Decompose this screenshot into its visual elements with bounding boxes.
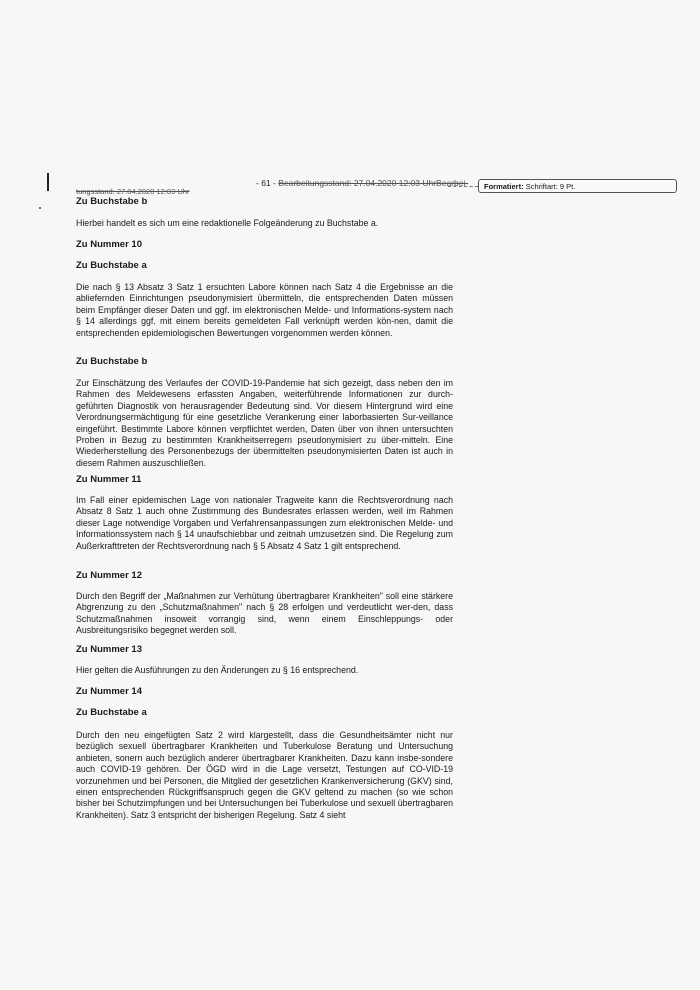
paragraph-gesundheitsaemter: Durch den neu eingefügten Satz 2 wird klargestellt, dass die Gesundheitsämter nicht nur bezüglich sexuell übertragbarer Krankheiten und Tuberkulose Beratung und Untersuchung anbieten, sonern auch bezüglich anderer übertragbarer Krankheiten. Dazu kann insbe-sondere auch COVID-19 gehören. Der ÖGD wird in die Lage versetzt, Testungen auf CO-VID-19 vorzunehmen und bei Personen, die Mitglied der gesetzlichen Krankenversicherung (GKV) sind, einen entsprechenden Rückgriffsanspruch gegen die GKV geltend zu machen (so wie schon bisher bei Schutzimpfungen und bei Untersuchungen bei Tuberkulose und sexuell übertragbaren Krankheiten). Satz 3 entspricht der bisherigen Regelung. Satz 4 sieht — [76, 730, 453, 820]
paragraph-labore: Die nach § 13 Absatz 3 Satz 1 ersuchten Labore können nach Satz 4 die Ergebnisse an die abliefernden Einrichtungen pseudonymisiert übermitteln, die entsprechenden Daten müssen beim Empfänger dieser Daten und ggf. im elektronischen Melde- und Informations-system nach § 14 allerdings ggf. mit einem bereits gemeldeten Fall verknüpft werden kön-nen, damit die entsprechenden epidemiologischen Bewertungen vorgenommen werden können. — [76, 282, 453, 338]
comment-text: Schriftart: 9 Pt. — [525, 182, 576, 191]
page-number: - 61 - — [256, 178, 276, 188]
heading-zu-nummer-11: Zu Nummer 11 — [76, 474, 142, 485]
heading-zu-nummer-10: Zu Nummer 10 — [76, 239, 142, 250]
paragraph-covid-surveillance: Zur Einschätzung des Verlaufes der COVID-19-Pandemie hat sich gezeigt, dass neben den im Rahmen des Meldewesens erfassten Angaben, weiterführende Informationen zur durch-geführten Diagnostik von herausragender Bedeutung sind. Vor diesem Hintergrund wird eine Verordnungsermächtigung für eine gesetzliche Verankerung einer laborbasierten Sur-veillance eingeführt. Bestimmte Labore können verpflichtet werden, Daten über von ihnen untersuchten Proben in Bezug zu bestimmten Krankheitserregern pseudonymisiert zu über-mitteln. Eine Wiederherstellung des Personenbezugs der übermittelten pseudonymisierten Daten ist auch in diesem Rahmen auszuschließen. — [76, 378, 453, 468]
deleted-status-header: Bearbeitungsstand: 27.04.2020 12:03 UhrBearbei- — [278, 178, 469, 188]
deleted-status-text: tungsstand: 27.04.2020 12:03 Uhr — [76, 187, 190, 196]
page-header — [256, 178, 468, 188]
heading-zu-nummer-12: Zu Nummer 12 — [76, 570, 142, 581]
format-comment-balloon[interactable] — [478, 179, 677, 193]
heading-zu-nummer-13: Zu Nummer 13 — [76, 644, 142, 655]
comment-connector-line — [448, 186, 478, 187]
paragraph-massnahmen: Durch den Begriff der „Maßnahmen zur Verhütung übertragbarer Krankheiten" soll eine stärkere Abgrenzung zu den „Schutzmaßnahmen" nach § 28 erfolgen und verdeutlicht wer-den, dass Schutzmaßnahmen insoweit vorrangig sind, wenn einem Einschleppungs- oder Ausbreitungsrisiko begegnet werden soll. — [76, 591, 453, 636]
heading-zu-buchstabe-a-2: Zu Buchstabe a — [76, 707, 147, 718]
heading-zu-buchstabe-b: Zu Buchstabe b — [76, 196, 148, 207]
change-bar — [47, 173, 49, 191]
paragraph-rechtsverordnung: Im Fall einer epidemischen Lage von nationaler Tragweite kann die Rechtsverordnung nach Absatz 8 Satz 1 auch ohne Zustimmung des Bundesrates erlassen werden, weil im Rahmen dieser Lage notwendige Vorgaben und Verfahrensanpassungen zum elektronischen Melde- und Informationssystem nach § 14 unaufschiebbar und zeitnah umzusetzen sind. Die Regelung zum Außerkrafttreten der Rechtsverordnung nach § 5 Absatz 4 Satz 1 gilt entsprechend. — [76, 495, 453, 551]
heading-zu-buchstabe-b-2: Zu Buchstabe b — [76, 356, 148, 367]
scan-speck — [39, 207, 41, 209]
heading-zu-buchstabe-a: Zu Buchstabe a — [76, 260, 147, 271]
paragraph-ausfuehrungen: Hier gelten die Ausführungen zu den Änderungen zu § 16 entsprechend. — [76, 665, 359, 675]
heading-zu-nummer-14: Zu Nummer 14 — [76, 686, 142, 697]
paragraph-folgeaenderung: Hierbei handelt es sich um eine redaktionelle Folgeänderung zu Buchstabe a. — [76, 218, 379, 228]
comment-label: Formatiert: — [484, 182, 524, 191]
